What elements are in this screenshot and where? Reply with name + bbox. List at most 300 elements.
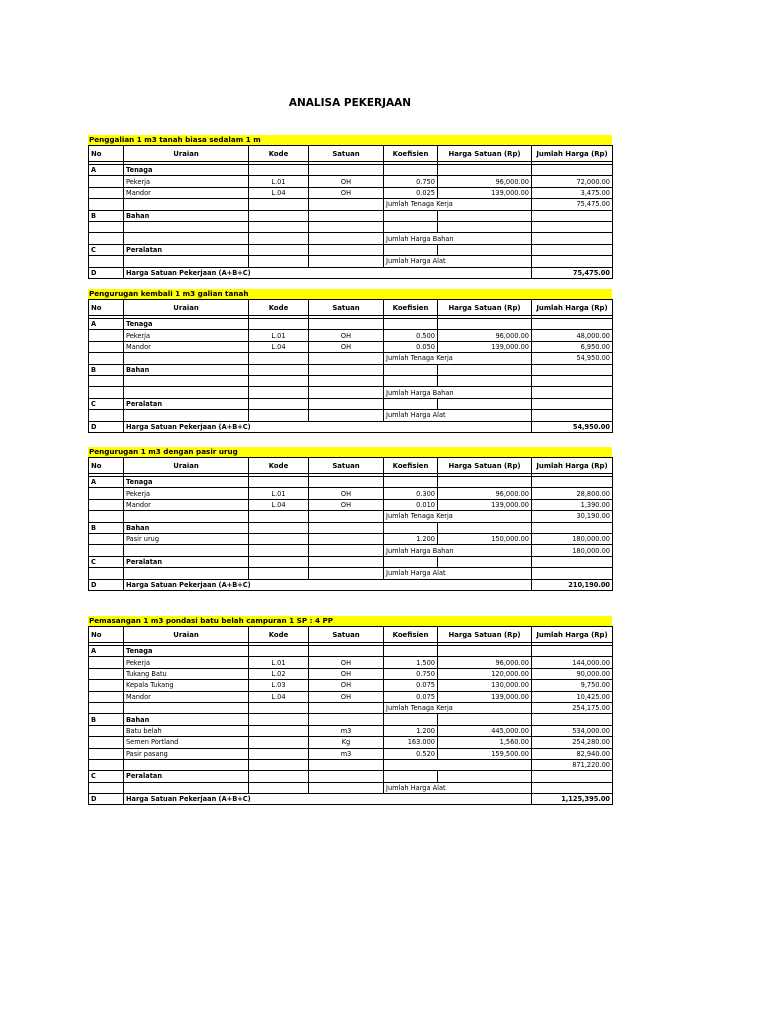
empty-cell (309, 256, 384, 267)
empty-cell (124, 759, 249, 770)
koefisien-cell: 163.000 (384, 737, 438, 748)
table-row (89, 668, 613, 679)
group-label: Bahan (124, 714, 249, 725)
subtotal-row-alat (89, 568, 613, 579)
subtotal-row-tenaga (89, 199, 613, 210)
harga-satuan-cell: 139,000.00 (438, 691, 532, 702)
uraian-cell: Batu belah (124, 725, 249, 736)
total-value: 1,125,395.00 (532, 794, 613, 805)
subtotal-label: Jumlah Harga Bahan (384, 545, 532, 556)
group-letter: C (89, 244, 124, 255)
jumlah-harga-cell: 72,000.00 (532, 176, 613, 187)
group-row-bahan (89, 522, 613, 533)
subtotal-row-tenaga (89, 511, 613, 522)
no-cell (89, 533, 124, 544)
subtotal-label: Jumlah Tenaga Kerja (384, 199, 532, 210)
empty-cell (309, 375, 384, 386)
empty-cell (309, 782, 384, 793)
satuan-cell: OH (309, 176, 384, 187)
uraian-cell: Mandor (124, 691, 249, 702)
harga-satuan-cell: 445,000.00 (438, 725, 532, 736)
kode-cell: L.01 (249, 657, 309, 668)
empty-cell (532, 398, 613, 409)
empty-cell (249, 477, 309, 488)
empty-cell (89, 256, 124, 267)
koefisien-cell: 0.300 (384, 488, 438, 499)
no-cell (89, 691, 124, 702)
section-title: Pengurugan 1 m3 dengan pasir urug (88, 447, 612, 457)
empty-cell (124, 256, 249, 267)
table-row (89, 533, 613, 544)
jumlah-harga-cell: 82,940.00 (532, 748, 613, 759)
group-label: Tenaga (124, 646, 249, 657)
uraian-cell: Pekerja (124, 488, 249, 499)
empty-cell (384, 221, 438, 232)
empty-cell (309, 714, 384, 725)
kode-cell: L.01 (249, 330, 309, 341)
koefisien-cell: 0.520 (384, 748, 438, 759)
empty-cell (249, 398, 309, 409)
uraian-cell: Pekerja (124, 657, 249, 668)
table-header-row (89, 300, 613, 316)
empty-cell (309, 387, 384, 398)
empty-cell (89, 410, 124, 421)
empty-cell (249, 353, 309, 364)
empty-cell (89, 199, 124, 210)
subtotal-label: Jumlah Tenaga Kerja (384, 511, 532, 522)
total-row (89, 579, 613, 590)
group-label: Tenaga (124, 319, 249, 330)
group-row-tenaga (89, 165, 613, 176)
empty-cell (309, 771, 384, 782)
empty-cell (89, 782, 124, 793)
group-letter: C (89, 771, 124, 782)
empty-cell (124, 387, 249, 398)
total-row (89, 794, 613, 805)
satuan-cell: OH (309, 668, 384, 679)
header-uraian: Uraian (124, 146, 249, 162)
header-satuan: Satuan (309, 146, 384, 162)
header-no: No (89, 627, 124, 643)
group-letter: B (89, 714, 124, 725)
harga-satuan-cell: 130,000.00 (438, 680, 532, 691)
analysis-table (88, 145, 613, 279)
empty-cell (89, 387, 124, 398)
jumlah-harga-cell: 90,000.00 (532, 668, 613, 679)
empty-cell (532, 210, 613, 221)
empty-cell (532, 771, 613, 782)
empty-cell (249, 522, 309, 533)
empty-cell (249, 646, 309, 657)
empty-cell (309, 244, 384, 255)
header-kode: Kode (249, 300, 309, 316)
subtotal-value: 871,220.00 (532, 759, 613, 770)
empty-cell (384, 375, 438, 386)
kode-cell: L.04 (249, 499, 309, 510)
analysis-section (88, 616, 612, 805)
empty-cell (384, 556, 438, 567)
empty-cell (532, 364, 613, 375)
table-row (89, 187, 613, 198)
empty-cell (124, 568, 249, 579)
harga-satuan-cell: 150,000.00 (438, 533, 532, 544)
empty-cell (309, 221, 384, 232)
no-cell (89, 680, 124, 691)
uraian-cell: Kepala Tukang (124, 680, 249, 691)
empty-cell (89, 233, 124, 244)
empty-cell (532, 556, 613, 567)
koefisien-cell: 0.075 (384, 680, 438, 691)
empty-cell (532, 244, 613, 255)
group-label: Bahan (124, 522, 249, 533)
koefisien-cell: 1.200 (384, 533, 438, 544)
satuan-cell: m3 (309, 748, 384, 759)
satuan-cell (309, 533, 384, 544)
blank-row (89, 375, 613, 386)
total-row (89, 267, 613, 278)
subtotal-row-alat (89, 782, 613, 793)
empty-cell (384, 398, 438, 409)
group-letter: B (89, 364, 124, 375)
satuan-cell: OH (309, 499, 384, 510)
empty-cell (309, 568, 384, 579)
table-row (89, 341, 613, 352)
empty-cell (249, 545, 309, 556)
jumlah-harga-cell: 180,000.00 (532, 533, 613, 544)
table-header-row (89, 627, 613, 643)
kode-cell (249, 533, 309, 544)
table-row (89, 680, 613, 691)
kode-cell: L.03 (249, 680, 309, 691)
jumlah-harga-cell: 534,000.00 (532, 725, 613, 736)
empty-cell (384, 477, 438, 488)
empty-cell (438, 375, 532, 386)
empty-cell (309, 319, 384, 330)
group-label: Peralatan (124, 771, 249, 782)
empty-cell (309, 759, 384, 770)
harga-satuan-cell: 139,000.00 (438, 499, 532, 510)
koefisien-cell: 0.010 (384, 499, 438, 510)
header-koefisien: Koefisien (384, 146, 438, 162)
empty-cell (384, 210, 438, 221)
empty-cell (532, 714, 613, 725)
uraian-cell: Pekerja (124, 330, 249, 341)
subtotal-label: Jumlah Harga Bahan (384, 387, 532, 398)
jumlah-harga-cell: 48,000.00 (532, 330, 613, 341)
kode-cell: L.04 (249, 341, 309, 352)
uraian-cell: Pekerja (124, 176, 249, 187)
header-no: No (89, 458, 124, 474)
group-row-peralatan (89, 244, 613, 255)
header-satuan: Satuan (309, 627, 384, 643)
empty-cell (438, 364, 532, 375)
empty-cell (384, 771, 438, 782)
header-uraian: Uraian (124, 300, 249, 316)
total-value: 54,950.00 (532, 421, 613, 432)
empty-cell (438, 477, 532, 488)
empty-cell (124, 375, 249, 386)
analysis-section (88, 289, 612, 433)
group-label: Tenaga (124, 477, 249, 488)
empty-cell (249, 256, 309, 267)
subtotal-label: Jumlah Tenaga Kerja (384, 353, 532, 364)
group-letter: B (89, 210, 124, 221)
kode-cell (249, 725, 309, 736)
group-row-bahan (89, 714, 613, 725)
empty-cell (532, 221, 613, 232)
header-harga-satuan: Harga Satuan (Rp) (438, 300, 532, 316)
empty-cell (249, 511, 309, 522)
subtotal-row-bahan (89, 387, 613, 398)
table-row (89, 725, 613, 736)
group-label: Peralatan (124, 556, 249, 567)
total-label: Harga Satuan Pekerjaan (A+B+C) (124, 794, 532, 805)
empty-cell (384, 244, 438, 255)
group-letter: C (89, 556, 124, 567)
kode-cell: L.02 (249, 668, 309, 679)
empty-cell (249, 364, 309, 375)
uraian-cell: Semen Portland (124, 737, 249, 748)
harga-satuan-cell: 96,000.00 (438, 330, 532, 341)
uraian-cell: Pasir pasang (124, 748, 249, 759)
group-row-peralatan (89, 771, 613, 782)
empty-cell (89, 702, 124, 713)
empty-cell (309, 545, 384, 556)
analysis-table (88, 457, 613, 591)
group-label: Peralatan (124, 398, 249, 409)
kode-cell: L.04 (249, 691, 309, 702)
empty-cell (532, 646, 613, 657)
no-cell (89, 176, 124, 187)
harga-satuan-cell: 139,000.00 (438, 341, 532, 352)
subtotal-row-bahan (89, 545, 613, 556)
header-no: No (89, 146, 124, 162)
satuan-cell: OH (309, 488, 384, 499)
table-row (89, 488, 613, 499)
page-title: ANALISA PEKERJAAN (288, 97, 412, 109)
subtotal-label: Jumlah Harga Alat (384, 410, 532, 421)
group-row-tenaga (89, 319, 613, 330)
no-cell (89, 330, 124, 341)
blank-row (89, 221, 613, 232)
subtotal-label: Jumlah Harga Alat (384, 568, 532, 579)
total-value: 75,475.00 (532, 267, 613, 278)
empty-cell (438, 210, 532, 221)
empty-cell (124, 233, 249, 244)
empty-cell (124, 545, 249, 556)
subtotal-label: Jumlah Harga Alat (384, 782, 532, 793)
empty-cell (249, 410, 309, 421)
empty-cell (532, 165, 613, 176)
uraian-cell: Mandor (124, 341, 249, 352)
empty-cell (309, 210, 384, 221)
harga-satuan-cell: 96,000.00 (438, 488, 532, 499)
table-row (89, 499, 613, 510)
empty-cell (532, 319, 613, 330)
harga-satuan-cell: 159,500.00 (438, 748, 532, 759)
subtotal-value (532, 256, 613, 267)
satuan-cell: OH (309, 330, 384, 341)
subtotal-row-tenaga (89, 353, 613, 364)
empty-cell (124, 199, 249, 210)
empty-cell (438, 398, 532, 409)
group-row-peralatan (89, 398, 613, 409)
table-header-row (89, 458, 613, 474)
analysis-table (88, 299, 613, 433)
jumlah-harga-cell: 9,750.00 (532, 680, 613, 691)
no-cell (89, 187, 124, 198)
jumlah-harga-cell: 6,950.00 (532, 341, 613, 352)
empty-cell (89, 221, 124, 232)
empty-cell (309, 410, 384, 421)
empty-cell (89, 545, 124, 556)
kode-cell: L.01 (249, 176, 309, 187)
header-uraian: Uraian (124, 458, 249, 474)
header-kode: Kode (249, 458, 309, 474)
satuan-cell: OH (309, 657, 384, 668)
group-label: Bahan (124, 210, 249, 221)
header-harga-satuan: Harga Satuan (Rp) (438, 146, 532, 162)
satuan-cell: OH (309, 341, 384, 352)
group-letter: D (89, 267, 124, 278)
empty-cell (384, 165, 438, 176)
no-cell (89, 668, 124, 679)
jumlah-harga-cell: 10,425.00 (532, 691, 613, 702)
uraian-cell: Tukang Batu (124, 668, 249, 679)
empty-cell (309, 522, 384, 533)
no-cell (89, 748, 124, 759)
empty-cell (309, 165, 384, 176)
empty-cell (249, 782, 309, 793)
no-cell (89, 657, 124, 668)
empty-cell (249, 244, 309, 255)
subtotal-value (532, 410, 613, 421)
empty-cell (249, 221, 309, 232)
kode-cell (249, 748, 309, 759)
subtotal-value (532, 568, 613, 579)
empty-cell (309, 511, 384, 522)
empty-cell (249, 375, 309, 386)
subtotal-value: 30,190.00 (532, 511, 613, 522)
total-label: Harga Satuan Pekerjaan (A+B+C) (124, 579, 532, 590)
group-row-tenaga (89, 477, 613, 488)
empty-cell (249, 714, 309, 725)
jumlah-harga-cell: 28,800.00 (532, 488, 613, 499)
subtotal-value (532, 782, 613, 793)
harga-satuan-cell: 1,560.00 (438, 737, 532, 748)
section-title: Pemasangan 1 m3 pondasi batu belah campuran 1 SP : 4 PP (88, 616, 612, 626)
empty-cell (438, 714, 532, 725)
empty-cell (438, 319, 532, 330)
group-letter: A (89, 165, 124, 176)
empty-cell (249, 387, 309, 398)
group-letter: A (89, 646, 124, 657)
harga-satuan-cell: 96,000.00 (438, 657, 532, 668)
koefisien-cell: 0.075 (384, 691, 438, 702)
empty-cell (438, 522, 532, 533)
header-jumlah-harga: Jumlah Harga (Rp) (532, 146, 613, 162)
jumlah-harga-cell: 254,280.00 (532, 737, 613, 748)
group-letter: D (89, 421, 124, 432)
empty-cell (89, 511, 124, 522)
header-kode: Kode (249, 627, 309, 643)
empty-cell (124, 410, 249, 421)
harga-satuan-cell: 139,000.00 (438, 187, 532, 198)
empty-cell (309, 477, 384, 488)
no-cell (89, 488, 124, 499)
empty-cell (249, 319, 309, 330)
empty-cell (309, 364, 384, 375)
empty-cell (89, 759, 124, 770)
kode-cell: L.04 (249, 187, 309, 198)
koefisien-cell: 0.750 (384, 176, 438, 187)
empty-cell (438, 244, 532, 255)
subtotal-label: Jumlah Tenaga Kerja (384, 702, 532, 713)
empty-cell (124, 221, 249, 232)
group-letter: D (89, 794, 124, 805)
empty-cell (384, 714, 438, 725)
satuan-cell: OH (309, 680, 384, 691)
group-row-tenaga (89, 646, 613, 657)
empty-cell (438, 646, 532, 657)
table-header-row (89, 146, 613, 162)
total-row (89, 421, 613, 432)
jumlah-harga-cell: 144,000.00 (532, 657, 613, 668)
empty-cell (438, 771, 532, 782)
uraian-cell: Mandor (124, 499, 249, 510)
subtotal-value: 54,950.00 (532, 353, 613, 364)
subtotal-row-alat (89, 256, 613, 267)
header-koefisien: Koefisien (384, 458, 438, 474)
header-satuan: Satuan (309, 300, 384, 316)
header-harga-satuan: Harga Satuan (Rp) (438, 627, 532, 643)
group-letter: B (89, 522, 124, 533)
empty-cell (309, 199, 384, 210)
empty-cell (249, 165, 309, 176)
empty-cell (438, 221, 532, 232)
jumlah-harga-cell: 3,475.00 (532, 187, 613, 198)
subtotal-label (384, 759, 532, 770)
header-jumlah-harga: Jumlah Harga (Rp) (532, 458, 613, 474)
empty-cell (124, 511, 249, 522)
empty-cell (124, 353, 249, 364)
subtotal-label: Jumlah Harga Alat (384, 256, 532, 267)
uraian-cell: Mandor (124, 187, 249, 198)
harga-satuan-cell: 96,000.00 (438, 176, 532, 187)
empty-cell (249, 568, 309, 579)
subtotal-row-bahan (89, 759, 613, 770)
empty-cell (249, 233, 309, 244)
subtotal-value (532, 233, 613, 244)
header-harga-satuan: Harga Satuan (Rp) (438, 458, 532, 474)
empty-cell (309, 233, 384, 244)
koefisien-cell: 1.200 (384, 725, 438, 736)
harga-satuan-cell: 120,000.00 (438, 668, 532, 679)
analysis-section (88, 447, 612, 591)
koefisien-cell: 0.500 (384, 330, 438, 341)
koefisien-cell: 0.050 (384, 341, 438, 352)
group-row-bahan (89, 364, 613, 375)
header-no: No (89, 300, 124, 316)
empty-cell (309, 556, 384, 567)
no-cell (89, 499, 124, 510)
header-koefisien: Koefisien (384, 627, 438, 643)
empty-cell (89, 375, 124, 386)
table-row (89, 748, 613, 759)
koefisien-cell: 1.500 (384, 657, 438, 668)
empty-cell (89, 568, 124, 579)
empty-cell (124, 782, 249, 793)
